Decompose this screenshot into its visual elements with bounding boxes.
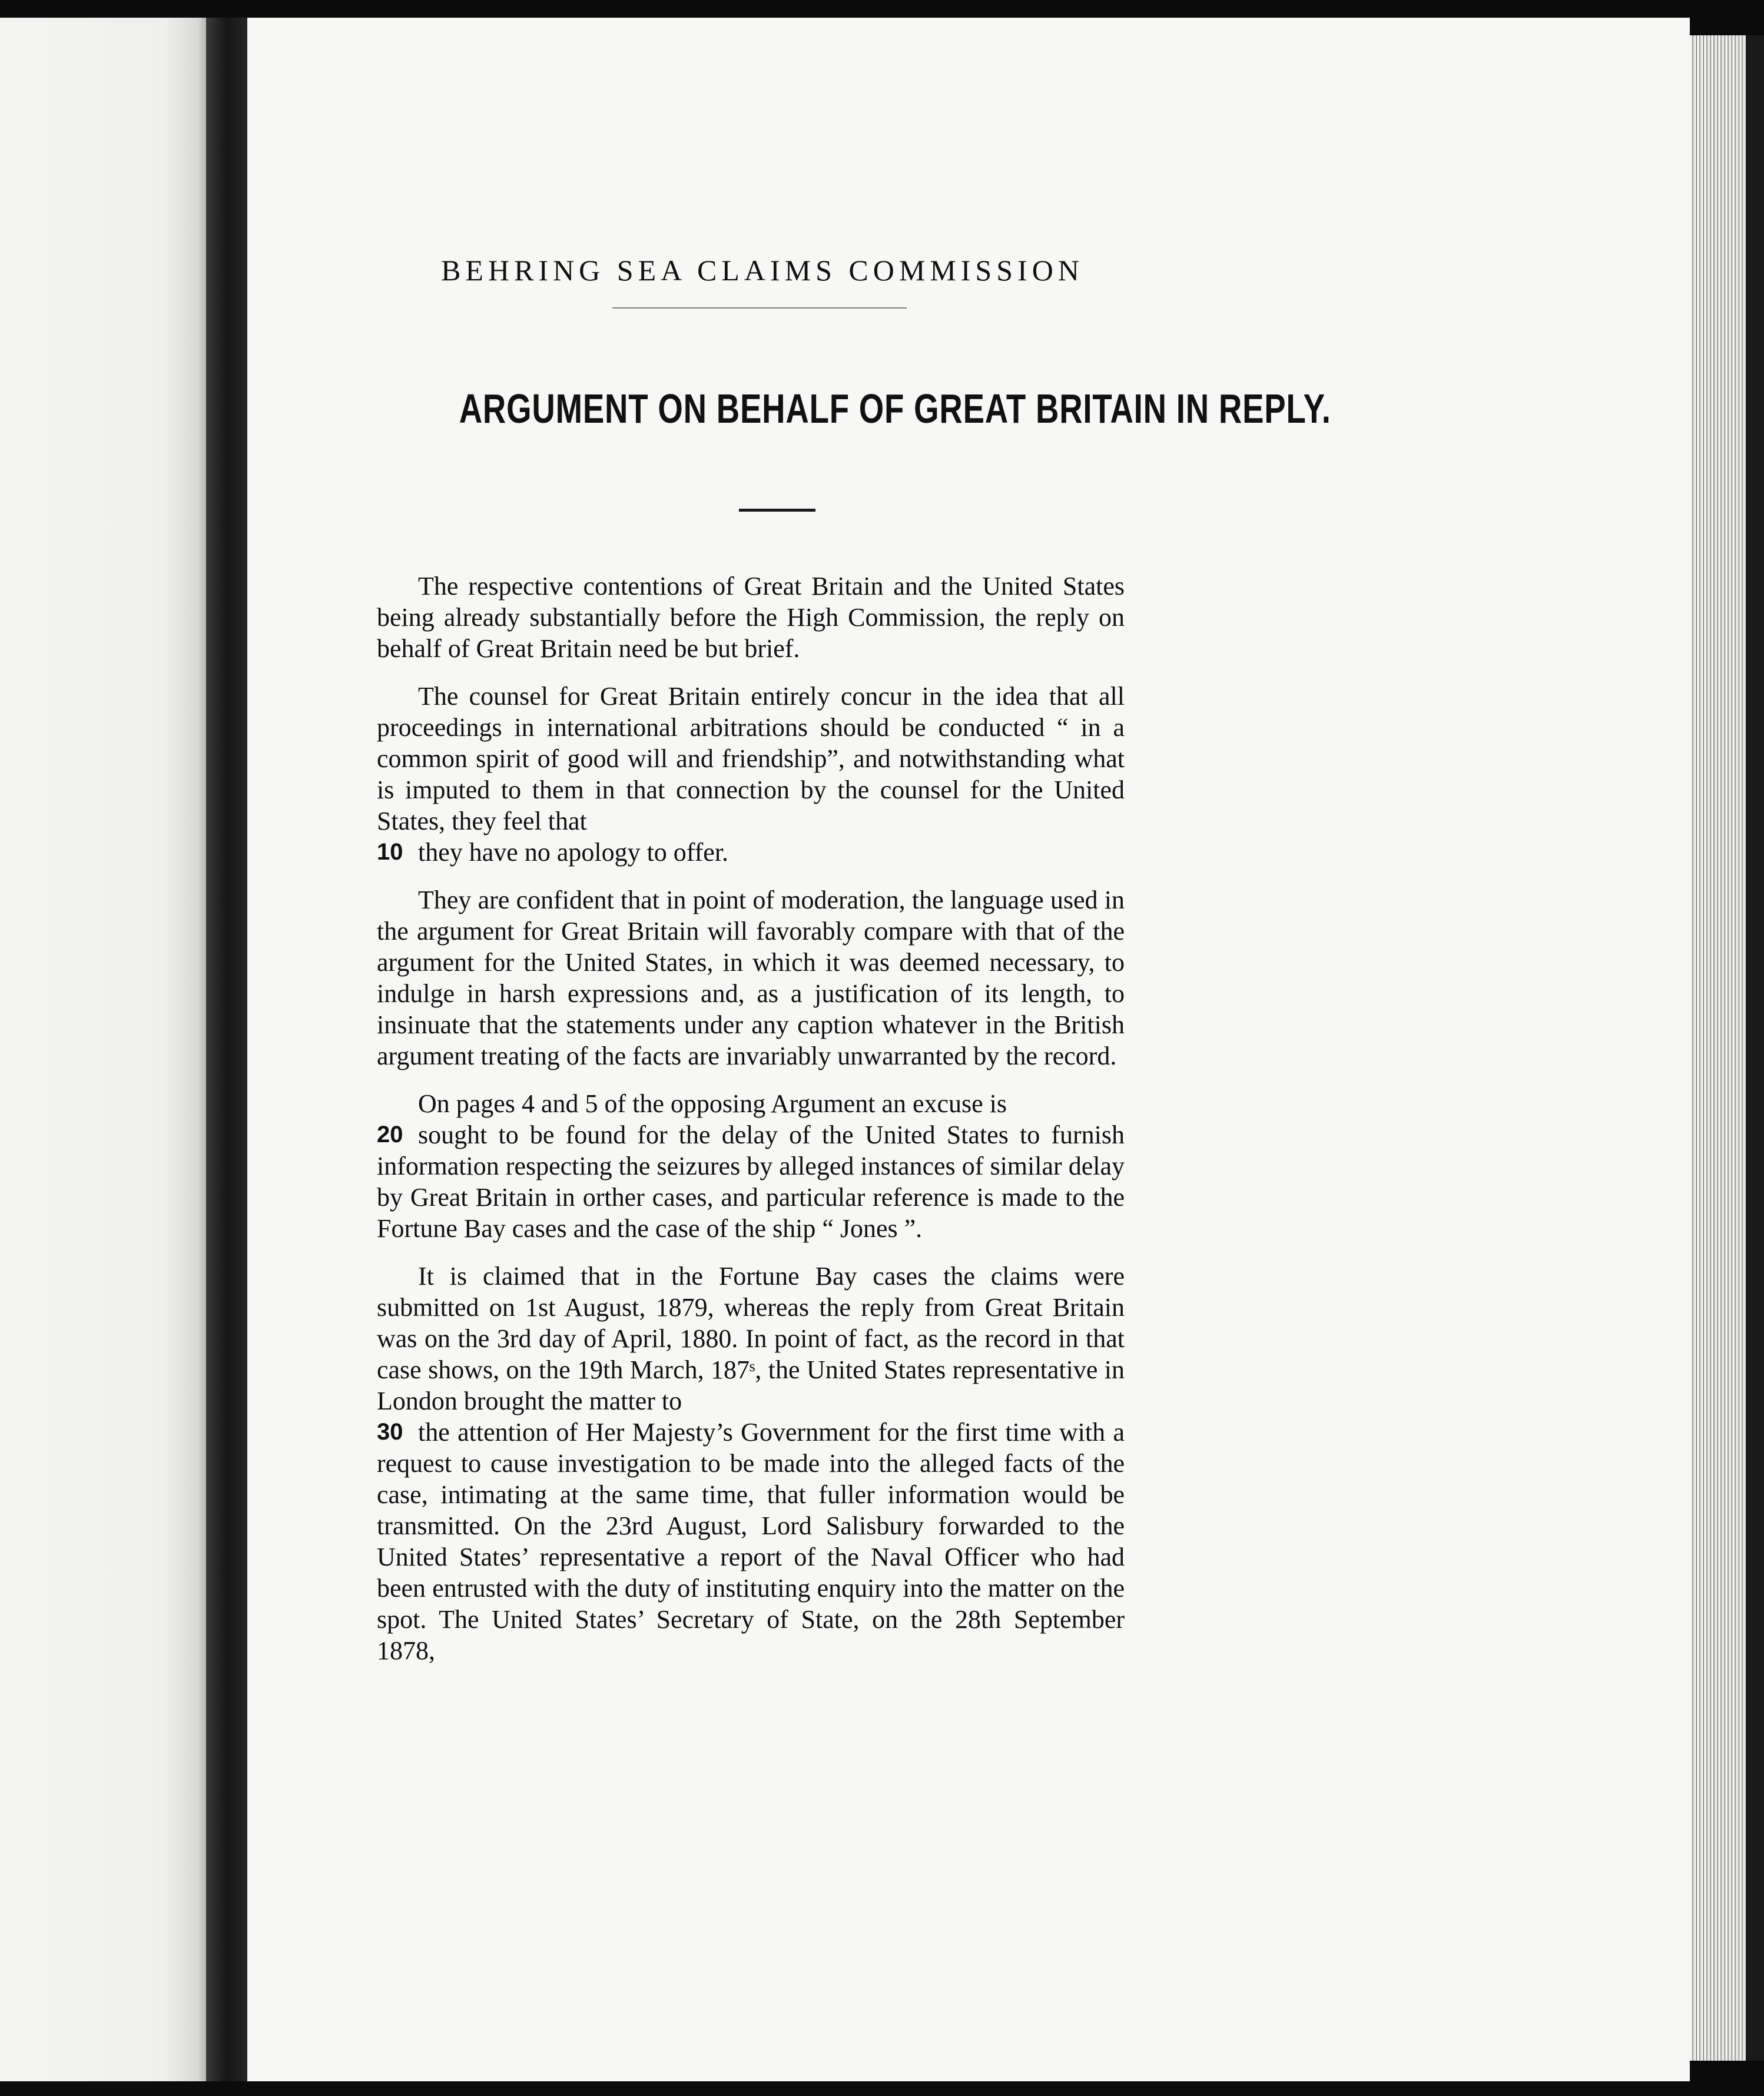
- line-number: 30: [377, 1419, 403, 1445]
- numbered-line: [377, 837, 1125, 868]
- left-page-blank: [0, 18, 206, 2081]
- line-number: 10: [377, 839, 403, 865]
- paragraph-1: [377, 571, 1125, 664]
- document-title: ARGUMENT ON BEHALF OF GREAT BRITAIN IN REPLY.: [459, 386, 1331, 432]
- paragraph-text: sought to be found for the delay of the United States to furnish information respecting the seizures by alleged instances of similar delay by Great Britain in orther cases, and particular reference is made to the Fortune Bay cases and the case of the ship “ Jones ”.: [377, 1120, 1125, 1243]
- page-edges-shadow: [1746, 35, 1764, 2061]
- book-gutter: [206, 18, 247, 2081]
- paragraph-3: [377, 884, 1125, 1072]
- running-head: BEHRING SEA CLAIMS COMMISSION: [441, 254, 1084, 287]
- numbered-line: [377, 1417, 1125, 1666]
- paragraph-text: It is claimed that in the Fortune Bay cases the claims were submitted on 1st August, 1879, whereas the reply from Great Britain was on the 3rd day of April, 1880. In point of fact, as the record in that case shows, on the 19th March, 187ˢ, the United States representative in London brought the matter to: [377, 1262, 1125, 1415]
- paragraph-4: [377, 1088, 1125, 1244]
- paragraph-text: The respective contentions of Great Britain and the United States being already substantially before the High Commission, the reply on behalf of Great Britain need be but brief.: [377, 572, 1125, 663]
- paragraph-5: [377, 1261, 1125, 1666]
- title-rule: [739, 509, 815, 512]
- paragraph-text: On pages 4 and 5 of the opposing Argument an excuse is: [418, 1089, 1007, 1118]
- header-rule: [612, 307, 907, 309]
- body-text: [377, 571, 1125, 1666]
- numbered-line: [377, 1119, 1125, 1244]
- line-number: 20: [377, 1122, 403, 1148]
- paragraph-text: They are confident that in point of moderation, the language used in the argument for Great Britain will favorably compare with that of the argument for the United States, in which it was deemed necessary, to indulge in harsh expressions and, as a justification of its length, to insinuate that the statements under any caption whatever in the British argument treating of the facts are invariably unwarranted by the record.: [377, 886, 1125, 1070]
- paragraph-text: the attention of Her Majesty’s Government for the first time with a request to cause investigation to be made into the alleged facts of the case, intimating at the same time, that fuller information would be transmitted. On the 23rd August, Lord Salisbury forwarded to the United States’ representative a report of the Naval Officer who had been entrusted with the duty of instituting enquiry into the matter on the spot. The United States’ Secretary of State, on the 28th September 1878,: [377, 1418, 1125, 1665]
- paragraph-text: The counsel for Great Britain entirely concur in the idea that all proceedings in international arbitrations should be conducted “ in a common spirit of good will and friendship”, and notwithstanding what is imputed to them in that connection by the counsel for the United States, they feel that: [377, 682, 1125, 835]
- paragraph-2: [377, 681, 1125, 868]
- page-content: [377, 253, 1331, 1683]
- paragraph-text: they have no apology to offer.: [418, 838, 729, 867]
